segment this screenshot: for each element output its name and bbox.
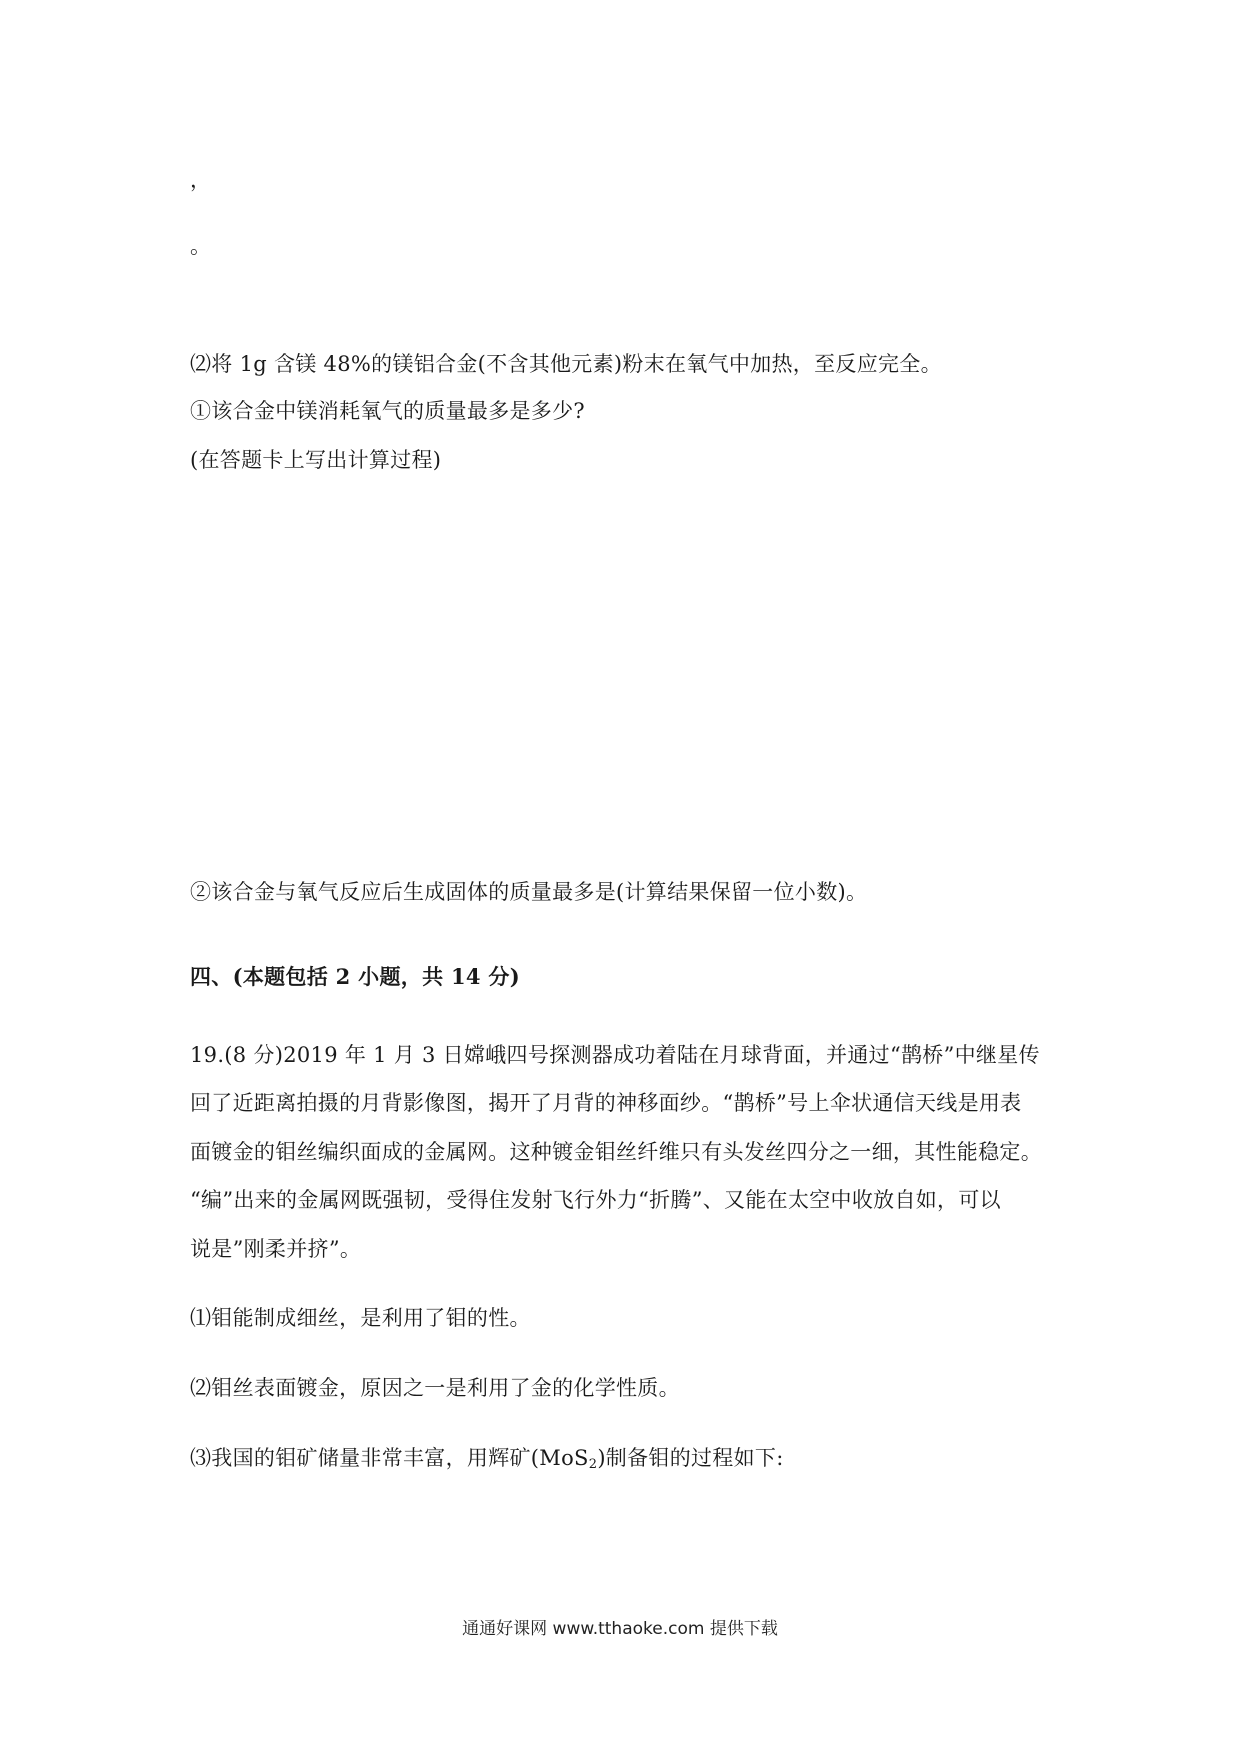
question-2-part-1: ①该合金中镁消耗氧气的质量最多是多少? xyxy=(190,399,585,423)
question-19-line-3: 面镀金的钼丝编织面成的金属网。这种镀金钼丝纤维只有头发丝四分之一细，其性能稳定。 xyxy=(190,1140,1042,1164)
stray-period: 。 xyxy=(190,234,212,258)
question-2-part-2: ②该合金与氧气反应后生成固体的质量最多是(计算结果保留一位小数)。 xyxy=(190,880,868,904)
question-2-part-1-note: (在答题卡上写出计算过程) xyxy=(190,448,442,472)
question-19-part-2: ⑵钼丝表面镀金，原因之一是利用了金的化学性质。 xyxy=(190,1376,680,1400)
question-19-part-3 xyxy=(190,1444,784,1479)
question-19-part-3-text: ⑶我国的钼矿储量非常丰富，用辉矿(MoS xyxy=(190,1446,589,1470)
question-19-line-1: 19.(8 分)2019 年 1 月 3 日嫦峨四号探测器成功着陆在月球背面，并通过“鹊桥”中继星传 xyxy=(190,1043,1040,1067)
question-19-part-1: ⑴钼能制成细丝，是利用了钼的性。 xyxy=(190,1306,531,1330)
subscript-2: 2 xyxy=(588,1457,598,1472)
stray-comma: ， xyxy=(190,168,212,192)
question-19-line-5: 说是”刚柔并挤”。 xyxy=(190,1237,362,1261)
section-4-heading: 四、(本题包括 2 小题，共 14 分) xyxy=(190,964,520,989)
question-19-part-3-text-end: )制备钼的过程如下: xyxy=(597,1446,784,1470)
footer-source: 通通好课网 www.tthaoke.com 提供下载 xyxy=(462,1619,778,1639)
question-2-intro: ⑵将 1g 含镁 48%的镁铝合金(不含其他元素)粉末在氧气中加热，至反应完全。 xyxy=(190,352,942,376)
question-19-line-4: “编”出来的金属网既强韧，受得住发射飞行外力“折腾”、又能在太空中收放自如，可以 xyxy=(190,1188,1001,1212)
question-19-line-2: 回了近距离拍摄的月背影像图，揭开了月背的神移面纱。“鹊桥”号上伞状通信天线是用表 xyxy=(190,1091,1022,1115)
